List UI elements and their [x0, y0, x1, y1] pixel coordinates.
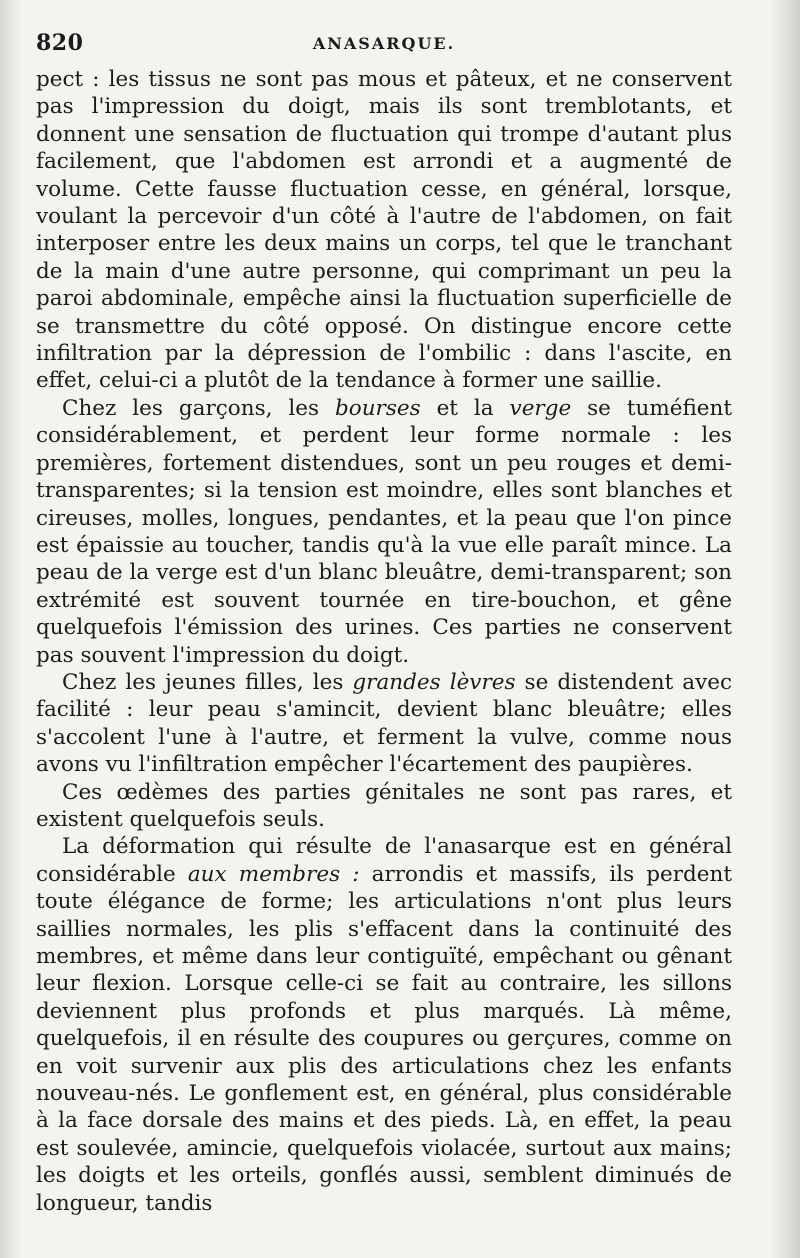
- running-title: ANASARQUE.: [312, 34, 456, 53]
- text-run: La déformation qui résulte de l'anasarque est en général considérable: [36, 834, 732, 887]
- paragraph-genitals-girls: [36, 669, 732, 779]
- body-text: [36, 66, 732, 1217]
- paragraph-continued: [36, 66, 732, 395]
- text-run: arrondis et massifs, ils perdent toute élégance de forme; les articulations n'ont plus leurs saillies normales, les plis s'effacent dans la continuité des membres, et même dans leur contiguïté, empêchant ou gênant leur flexion. Lorsque celle-ci se fait au contraire, les sillons deviennent plus profonds et plus marqués. Là même, quelquefois, il en résulte des coupures ou gerçures, comme on en voit survenir aux plis des articulations chez les enfants nouveau-nés. Le gonflement est, en général, plus considérable à la face dorsale des mains et des pieds. Là, en effet, la peau est soulevée, amincie, quelquefois violacée, surtout aux mains; les doigts et les orteils, gonflés aussi, semblent diminués de longueur, tandis: [36, 861, 733, 1216]
- text-run: Ces œdèmes des parties génitales ne sont pas rares, et existent quelquefois seuls.: [36, 779, 732, 832]
- paragraph-edema-genital: [36, 779, 732, 834]
- italic-term: bourses: [335, 395, 421, 421]
- text-run: Chez les garçons, les: [62, 395, 335, 421]
- text-run: Chez les jeunes filles, les: [62, 669, 353, 695]
- italic-term: grandes lèvres: [352, 669, 516, 695]
- text-run: se distendent avec facilité : leur peau s'amincit, devient blanc bleuâtre; elles s'accolent l'une à l'autre, et ferment la vulve, comme nous avons vu l'infiltration empêcher l'écartement des paupières.: [36, 669, 732, 778]
- italic-term: aux membres :: [187, 861, 360, 887]
- paragraph-genitals-boys: [36, 395, 732, 669]
- page-number: 820: [36, 30, 84, 56]
- italic-term: verge: [509, 395, 572, 421]
- running-head: [36, 30, 732, 58]
- text-run: se tuméfient considérablement, et perdent leur forme normale : les premières, fortement distendues, sont un peu rouges et demi-transparentes; si la tension est moindre, elles sont blanches et cireuses, molles, longues, pendantes, et la peau que l'on pince est épaissie au toucher, tandis qu'à la vue elle paraît mince. La peau de la verge est d'un blanc bleuâtre, demi-transparent; son extrémité est souvent tournée en tire-bouchon, et gêne quelquefois l'émission des urines. Ces parties ne conservent pas souvent l'impression du doigt.: [36, 395, 733, 668]
- paragraph-limbs: [36, 833, 732, 1217]
- text-run: et la: [420, 395, 510, 421]
- text-run: pect : les tissus ne sont pas mous et pâteux, et ne conservent pas l'impression du doigt, mais ils sont tremblotants, et donnent une sensation de fluctuation qui trompe d'autant plus facilement, que l'abdomen est arrondi et a augmenté de volume. Cette fausse fluctuation cesse, en général, lorsque, voulant la percevoir d'un côté à l'autre de l'abdomen, on fait interposer entre les deux mains un corps, tel que le tranchant de la main d'une autre personne, qui comprimant un peu la paroi abdominale, empêche ainsi la fluctuation superficielle de se transmettre du côté opposé. On distingue encore cette infiltration par la dépression de l'ombilic : dans l'ascite, en effet, celui-ci a plutôt de la tendance à former une saillie.: [36, 67, 732, 394]
